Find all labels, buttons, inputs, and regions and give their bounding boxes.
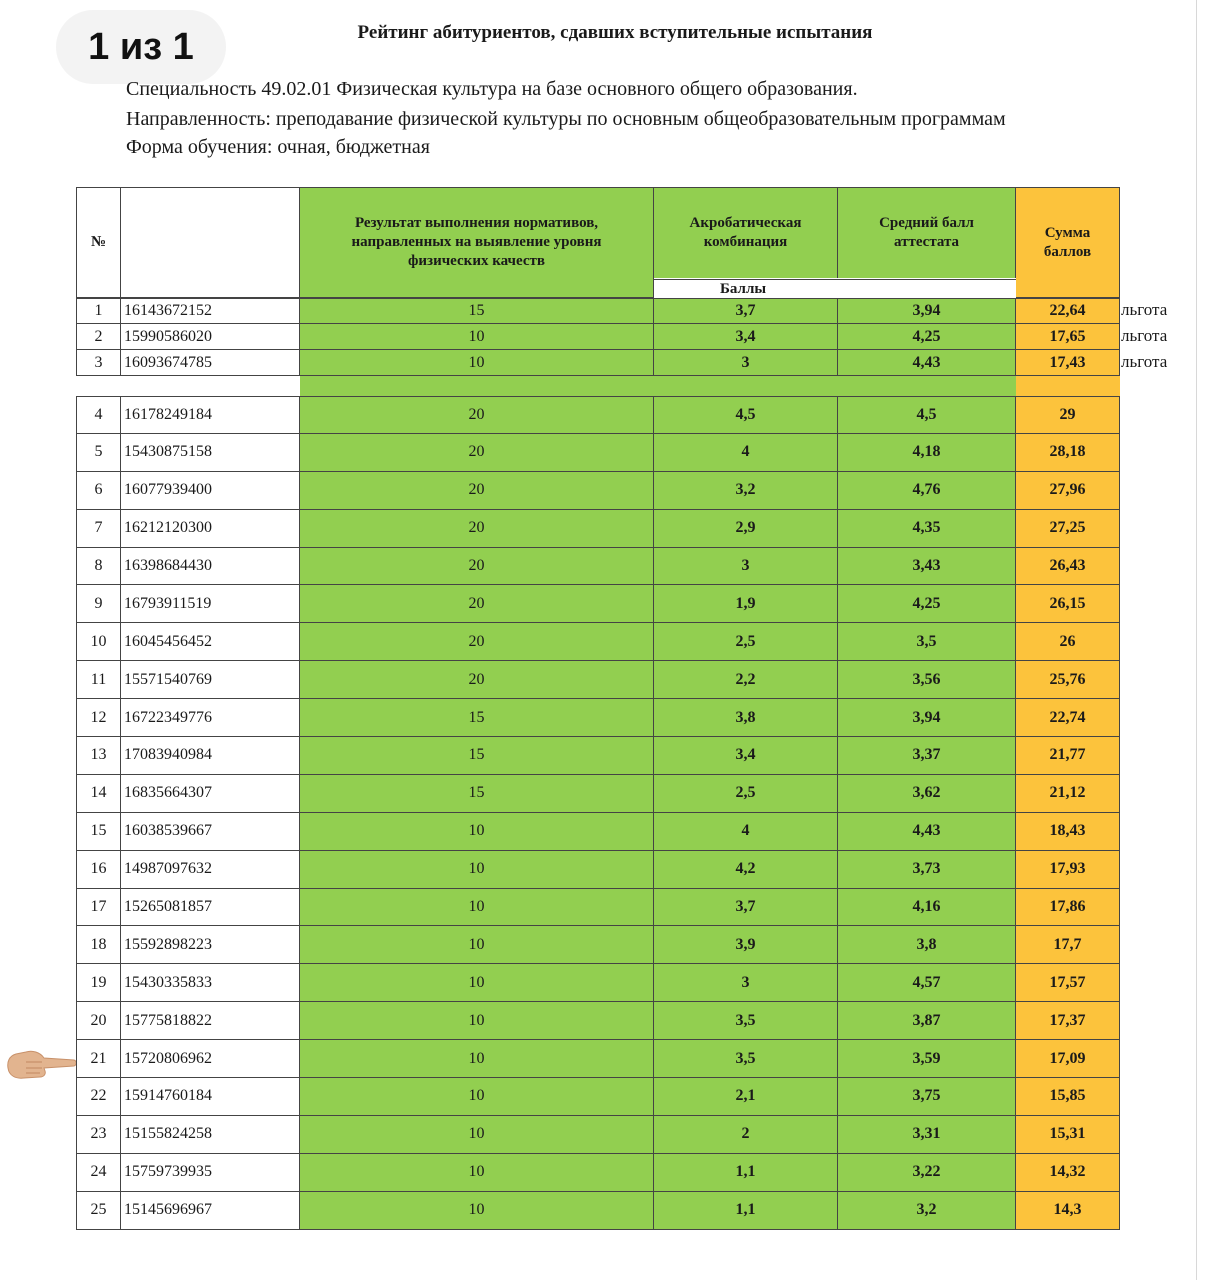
cell-avg: 4,35 bbox=[838, 510, 1016, 548]
cell-num: 11 bbox=[76, 661, 121, 699]
cell-sum: 17,09 bbox=[1016, 1040, 1120, 1078]
table-row bbox=[76, 813, 1120, 851]
cell-sum: 26 bbox=[1016, 623, 1120, 661]
cell-id: 14987097632 bbox=[121, 851, 300, 889]
table-header bbox=[76, 187, 1120, 298]
cell-id: 16178249184 bbox=[121, 396, 300, 434]
cell-sum: 17,37 bbox=[1016, 1002, 1120, 1040]
cell-norm: 10 bbox=[300, 1078, 654, 1116]
table-row bbox=[76, 324, 1168, 350]
cell-avg: 3,22 bbox=[838, 1154, 1016, 1192]
table-row bbox=[76, 472, 1120, 510]
cell-sum: 22,74 bbox=[1016, 699, 1120, 737]
header-acro: Акробатическая комбинация bbox=[654, 187, 838, 278]
cell-sum: 17,65 bbox=[1016, 324, 1120, 350]
cell-avg: 4,76 bbox=[838, 472, 1016, 510]
cell-avg: 4,16 bbox=[838, 889, 1016, 927]
cell-norm: 10 bbox=[300, 889, 654, 927]
cell-norm: 15 bbox=[300, 298, 654, 324]
cell-avg: 4,43 bbox=[838, 813, 1016, 851]
cell-avg: 3,94 bbox=[838, 699, 1016, 737]
cell-sum: 17,57 bbox=[1016, 964, 1120, 1002]
table-row bbox=[76, 396, 1120, 434]
cell-id: 15990586020 bbox=[121, 324, 300, 350]
cell-sum: 26,43 bbox=[1016, 548, 1120, 586]
header-points: Баллы bbox=[654, 279, 1016, 297]
table-row bbox=[76, 699, 1120, 737]
header-sum: Сумма баллов bbox=[1016, 187, 1120, 298]
study-form-line: Форма обучения: очная, бюджетная bbox=[126, 136, 430, 158]
cell-sum: 14,32 bbox=[1016, 1154, 1120, 1192]
cell-acro: 2,5 bbox=[654, 623, 838, 661]
header-norm: Результат выполнения нормативов, направленных на выявление уровня физических качеств bbox=[300, 187, 654, 298]
table-row bbox=[76, 585, 1120, 623]
privilege-note: льгота bbox=[1121, 326, 1168, 345]
cell-num: 23 bbox=[76, 1116, 121, 1154]
cell-num: 7 bbox=[76, 510, 121, 548]
cell-norm: 10 bbox=[300, 1002, 654, 1040]
cell-norm: 20 bbox=[300, 510, 654, 548]
cell-num: 16 bbox=[76, 851, 121, 889]
cell-avg: 4,25 bbox=[838, 324, 1016, 350]
cell-avg: 4,5 bbox=[838, 396, 1016, 434]
cell-sum: 15,85 bbox=[1016, 1078, 1120, 1116]
cell-id: 16077939400 bbox=[121, 472, 300, 510]
cell-acro: 3,7 bbox=[654, 298, 838, 324]
cell-norm: 10 bbox=[300, 851, 654, 889]
cell-num: 13 bbox=[76, 737, 121, 775]
table-row bbox=[76, 623, 1120, 661]
cell-avg: 3,62 bbox=[838, 775, 1016, 813]
cell-acro: 3,9 bbox=[654, 926, 838, 964]
cell-num: 2 bbox=[76, 324, 121, 350]
cell-acro: 2 bbox=[654, 1116, 838, 1154]
cell-id: 15720806962 bbox=[121, 1040, 300, 1078]
cell-norm: 10 bbox=[300, 1116, 654, 1154]
cell-id: 16212120300 bbox=[121, 510, 300, 548]
page-edge bbox=[1196, 0, 1197, 1280]
cell-num: 4 bbox=[76, 396, 121, 434]
header-num: № bbox=[76, 187, 121, 298]
table-row bbox=[76, 1040, 1120, 1078]
cell-avg: 3,87 bbox=[838, 1002, 1016, 1040]
cell-id: 16045456452 bbox=[121, 623, 300, 661]
cell-id: 15430335833 bbox=[121, 964, 300, 1002]
cell-sum: 29 bbox=[1016, 396, 1120, 434]
cell-acro: 2,1 bbox=[654, 1078, 838, 1116]
table-row bbox=[76, 434, 1120, 472]
cell-id: 16722349776 bbox=[121, 699, 300, 737]
table-row bbox=[76, 298, 1168, 324]
cell-acro: 3,5 bbox=[654, 1040, 838, 1078]
cell-acro: 1,1 bbox=[654, 1154, 838, 1192]
table-row bbox=[76, 1192, 1120, 1230]
cell-norm: 10 bbox=[300, 926, 654, 964]
cell-sum: 18,43 bbox=[1016, 813, 1120, 851]
cell-num: 17 bbox=[76, 889, 121, 927]
cell-avg: 4,18 bbox=[838, 434, 1016, 472]
cell-num: 3 bbox=[76, 350, 121, 376]
cell-acro: 2,9 bbox=[654, 510, 838, 548]
cell-norm: 20 bbox=[300, 434, 654, 472]
cell-sum: 17,93 bbox=[1016, 851, 1120, 889]
cell-avg: 3,5 bbox=[838, 623, 1016, 661]
table-row bbox=[76, 737, 1120, 775]
cell-num: 22 bbox=[76, 1078, 121, 1116]
cell-acro: 3 bbox=[654, 350, 838, 376]
cell-norm: 15 bbox=[300, 775, 654, 813]
privilege-note: льгота bbox=[1121, 352, 1168, 371]
cell-num: 9 bbox=[76, 585, 121, 623]
cell-acro: 3 bbox=[654, 964, 838, 1002]
cell-norm: 20 bbox=[300, 548, 654, 586]
cell-num: 10 bbox=[76, 623, 121, 661]
rating-table bbox=[76, 187, 1168, 1230]
cell-sum: 27,25 bbox=[1016, 510, 1120, 548]
cell-norm: 20 bbox=[300, 585, 654, 623]
table-row bbox=[76, 548, 1120, 586]
page-counter-badge: 1 из 1 bbox=[56, 10, 226, 84]
cell-num: 14 bbox=[76, 775, 121, 813]
privileged-rows bbox=[76, 298, 1168, 376]
cell-acro: 1,9 bbox=[654, 585, 838, 623]
cell-acro: 3,4 bbox=[654, 737, 838, 775]
cell-id: 15759739935 bbox=[121, 1154, 300, 1192]
cell-avg: 3,59 bbox=[838, 1040, 1016, 1078]
pointing-hand-icon bbox=[4, 1046, 76, 1082]
cell-id: 17083940984 bbox=[121, 737, 300, 775]
cell-sum: 25,76 bbox=[1016, 661, 1120, 699]
cell-num: 25 bbox=[76, 1192, 121, 1230]
cell-id: 15775818822 bbox=[121, 1002, 300, 1040]
cell-avg: 3,56 bbox=[838, 661, 1016, 699]
cell-norm: 20 bbox=[300, 623, 654, 661]
cell-acro: 2,2 bbox=[654, 661, 838, 699]
cell-avg: 3,43 bbox=[838, 548, 1016, 586]
specialty-line: Специальность 49.02.01 Физическая культура на базе основного общего образования. bbox=[126, 78, 858, 100]
cell-num: 6 bbox=[76, 472, 121, 510]
table-row bbox=[76, 350, 1168, 376]
main-rows bbox=[76, 396, 1120, 1230]
table-row bbox=[76, 661, 1120, 699]
cell-sum: 22,64 bbox=[1016, 298, 1120, 324]
cell-num: 1 bbox=[76, 298, 121, 324]
cell-num: 18 bbox=[76, 926, 121, 964]
cell-id: 15592898223 bbox=[121, 926, 300, 964]
cell-avg: 3,31 bbox=[838, 1116, 1016, 1154]
cell-avg: 4,57 bbox=[838, 964, 1016, 1002]
cell-num: 20 bbox=[76, 1002, 121, 1040]
table-row bbox=[76, 964, 1120, 1002]
cell-acro: 3,4 bbox=[654, 324, 838, 350]
table-row bbox=[76, 775, 1120, 813]
cell-norm: 10 bbox=[300, 1154, 654, 1192]
cell-id: 15155824258 bbox=[121, 1116, 300, 1154]
direction-line: Направленность: преподавание физической культуры по основным общеобразовательным программам bbox=[126, 108, 1006, 130]
cell-num: 8 bbox=[76, 548, 121, 586]
cell-acro: 1,1 bbox=[654, 1192, 838, 1230]
document-title: Рейтинг абитуриентов, сдавших вступительные испытания bbox=[357, 22, 873, 43]
cell-norm: 15 bbox=[300, 737, 654, 775]
header-id bbox=[121, 187, 300, 298]
cell-avg: 3,2 bbox=[838, 1192, 1016, 1230]
cell-norm: 10 bbox=[300, 1040, 654, 1078]
cell-avg: 4,43 bbox=[838, 350, 1016, 376]
table-row bbox=[76, 1116, 1120, 1154]
privilege-note: льгота bbox=[1121, 300, 1168, 319]
cell-acro: 3,5 bbox=[654, 1002, 838, 1040]
cell-id: 16143672152 bbox=[121, 298, 300, 324]
cell-sum: 28,18 bbox=[1016, 434, 1120, 472]
table-gap bbox=[76, 376, 1120, 396]
cell-num: 24 bbox=[76, 1154, 121, 1192]
cell-acro: 3,2 bbox=[654, 472, 838, 510]
table-row bbox=[76, 1002, 1120, 1040]
cell-sum: 26,15 bbox=[1016, 585, 1120, 623]
cell-avg: 3,8 bbox=[838, 926, 1016, 964]
table-row bbox=[76, 926, 1120, 964]
cell-avg: 3,73 bbox=[838, 851, 1016, 889]
table-row bbox=[76, 1078, 1120, 1116]
cell-acro: 4,5 bbox=[654, 396, 838, 434]
cell-acro: 3,7 bbox=[654, 889, 838, 927]
cell-sum: 17,43 bbox=[1016, 350, 1120, 376]
cell-num: 15 bbox=[76, 813, 121, 851]
cell-acro: 4,2 bbox=[654, 851, 838, 889]
table-row bbox=[76, 851, 1120, 889]
table-row bbox=[76, 510, 1120, 548]
cell-norm: 20 bbox=[300, 396, 654, 434]
cell-norm: 10 bbox=[300, 324, 654, 350]
cell-avg: 3,37 bbox=[838, 737, 1016, 775]
cell-avg: 3,94 bbox=[838, 298, 1016, 324]
cell-norm: 10 bbox=[300, 964, 654, 1002]
table-row bbox=[76, 889, 1120, 927]
cell-norm: 15 bbox=[300, 699, 654, 737]
cell-id: 15145696967 bbox=[121, 1192, 300, 1230]
cell-id: 16093674785 bbox=[121, 350, 300, 376]
cell-num: 21 bbox=[76, 1040, 121, 1078]
cell-acro: 4 bbox=[654, 434, 838, 472]
cell-sum: 21,12 bbox=[1016, 775, 1120, 813]
cell-acro: 2,5 bbox=[654, 775, 838, 813]
cell-sum: 21,77 bbox=[1016, 737, 1120, 775]
cell-norm: 20 bbox=[300, 472, 654, 510]
cell-acro: 3,8 bbox=[654, 699, 838, 737]
cell-norm: 10 bbox=[300, 350, 654, 376]
cell-id: 15571540769 bbox=[121, 661, 300, 699]
table-row bbox=[76, 1154, 1120, 1192]
cell-sum: 27,96 bbox=[1016, 472, 1120, 510]
cell-num: 5 bbox=[76, 434, 121, 472]
cell-avg: 4,25 bbox=[838, 585, 1016, 623]
cell-num: 12 bbox=[76, 699, 121, 737]
cell-norm: 20 bbox=[300, 661, 654, 699]
cell-norm: 10 bbox=[300, 1192, 654, 1230]
cell-sum: 17,7 bbox=[1016, 926, 1120, 964]
cell-acro: 4 bbox=[654, 813, 838, 851]
cell-id: 16038539667 bbox=[121, 813, 300, 851]
cell-id: 16793911519 bbox=[121, 585, 300, 623]
cell-acro: 3 bbox=[654, 548, 838, 586]
cell-num: 19 bbox=[76, 964, 121, 1002]
cell-id: 15265081857 bbox=[121, 889, 300, 927]
cell-sum: 14,3 bbox=[1016, 1192, 1120, 1230]
cell-avg: 3,75 bbox=[838, 1078, 1016, 1116]
cell-sum: 17,86 bbox=[1016, 889, 1120, 927]
header-avg: Средний балл аттестата bbox=[838, 187, 1016, 278]
cell-id: 15914760184 bbox=[121, 1078, 300, 1116]
cell-id: 16398684430 bbox=[121, 548, 300, 586]
cell-id: 16835664307 bbox=[121, 775, 300, 813]
cell-id: 15430875158 bbox=[121, 434, 300, 472]
cell-sum: 15,31 bbox=[1016, 1116, 1120, 1154]
cell-norm: 10 bbox=[300, 813, 654, 851]
